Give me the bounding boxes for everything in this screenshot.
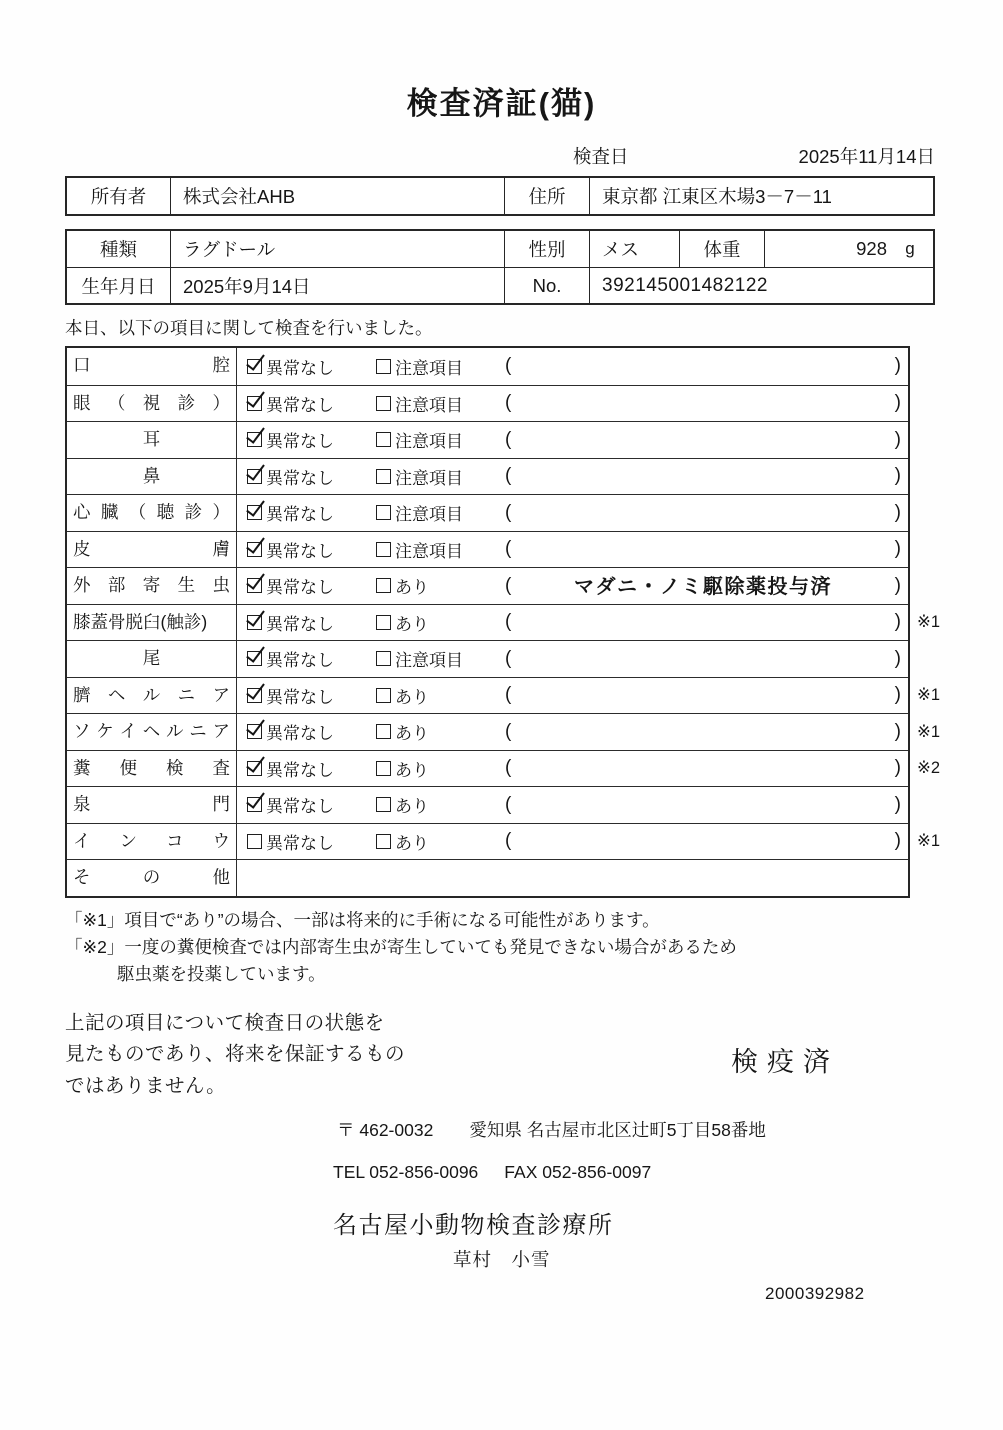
ok-checkbox — [247, 469, 262, 484]
checkbox-group-alt — [376, 829, 505, 854]
paren-open: ( — [505, 538, 512, 560]
alt-checkbox — [376, 542, 391, 557]
exam-row — [67, 750, 941, 787]
checkbox-group-alt — [376, 464, 505, 489]
ok-checkbox — [247, 797, 262, 812]
paren-close: ) — [894, 355, 901, 377]
exam-row — [67, 458, 908, 495]
paren-open: ( — [505, 830, 512, 852]
owner-table — [65, 176, 935, 216]
weight-label: 体重 — [679, 231, 764, 267]
paren-close: ) — [894, 392, 901, 414]
checkbox-group-alt — [376, 792, 505, 817]
page-title: 検査済証(猫) — [406, 86, 597, 121]
exam-item-label: 臍 ヘ ル ニ ア — [67, 678, 237, 714]
ok-checkbox — [247, 542, 262, 557]
no-label: No. — [504, 267, 589, 303]
ok-checkbox-label: 異常なし — [266, 651, 334, 671]
alt-checkbox-label: あり — [395, 614, 429, 634]
checkbox-group-ok — [247, 829, 376, 854]
checkbox-group-ok — [247, 500, 376, 525]
paren-open: ( — [505, 611, 512, 633]
paren-close: ) — [894, 428, 901, 450]
disclaimer-line-2: 見たものであり、将来を保証するもの — [65, 1043, 406, 1066]
checkbox-group-alt — [376, 354, 505, 379]
paren-open: ( — [505, 720, 512, 742]
paren-open: ( — [505, 574, 512, 596]
checkbox-group-ok — [247, 573, 376, 598]
clinic-tel: TEL 052-856-0096 — [333, 1161, 479, 1182]
exam-note — [511, 840, 894, 842]
paren-close: ) — [894, 720, 901, 742]
exam-row — [67, 677, 941, 714]
exam-mark: ※1 — [917, 613, 941, 632]
alt-checkbox-label: 注意項目 — [395, 651, 463, 671]
ok-checkbox-label: 異常なし — [266, 432, 334, 452]
ok-checkbox-label: 異常なし — [266, 687, 334, 707]
ok-checkbox — [247, 359, 262, 374]
exam-row-body — [237, 605, 908, 641]
exam-item-label: 膝蓋骨脱臼(触診) — [67, 605, 237, 641]
exam-row — [67, 385, 908, 422]
exam-row — [67, 531, 908, 568]
checkbox-group-ok — [247, 537, 376, 562]
ok-checkbox — [247, 834, 262, 849]
alt-checkbox — [376, 834, 391, 849]
breed-value: ラグドール — [170, 231, 504, 267]
ok-checkbox — [247, 578, 262, 593]
paren-close: ) — [894, 574, 901, 596]
exam-mark: ※1 — [917, 722, 941, 741]
alt-checkbox-label: あり — [395, 578, 429, 598]
no-value: 392145001482122 — [589, 267, 933, 303]
ok-checkbox-label: 異常なし — [266, 760, 334, 780]
exam-item-label: 鼻 — [67, 459, 237, 495]
checkbox-group-ok — [247, 646, 376, 671]
exam-row — [67, 348, 908, 385]
checkbox-group-alt — [376, 756, 505, 781]
postal-code: 〒 462-0032 — [337, 1119, 434, 1140]
exam-note — [511, 548, 894, 550]
clinic-address-line — [337, 1117, 935, 1142]
exam-row-body — [237, 348, 908, 385]
owner-label: 所有者 — [67, 178, 170, 214]
exam-mark: ※1 — [917, 686, 941, 705]
alt-checkbox-label: 注意項目 — [395, 358, 463, 378]
paren-close: ) — [894, 793, 901, 815]
checkbox-group-alt — [376, 610, 505, 635]
exam-note — [511, 365, 894, 367]
paren-open: ( — [505, 465, 512, 487]
exam-note: マダニ・ノミ駆除薬投与済 — [574, 576, 832, 599]
exam-table — [65, 346, 941, 898]
paren-open: ( — [505, 757, 512, 779]
exam-note — [511, 621, 894, 623]
exam-row-body — [237, 459, 908, 495]
ok-checkbox — [247, 761, 262, 776]
ok-checkbox-label: 異常なし — [266, 358, 334, 378]
exam-item-label: 耳 — [67, 422, 237, 458]
alt-checkbox-label: あり — [395, 687, 429, 707]
weight-value-cell — [764, 231, 933, 267]
exam-note — [511, 402, 894, 404]
inspection-date-label: 検査日 — [573, 146, 629, 167]
exam-item-label: 泉 門 — [67, 787, 237, 823]
exam-item-label: 尾 — [67, 641, 237, 677]
checkbox-group-alt — [376, 500, 505, 525]
exam-row — [67, 604, 941, 641]
exam-item-label: 心 臓 （ 聴 診 ） — [67, 495, 237, 531]
ok-checkbox-label: 異常なし — [266, 797, 334, 817]
exam-row-body — [237, 678, 908, 714]
exam-row-body — [237, 751, 908, 787]
checkbox-group-ok — [247, 391, 376, 416]
exam-item-label: 糞 便 検 査 — [67, 751, 237, 787]
checkbox-group-alt — [376, 427, 505, 452]
paren-open: ( — [505, 501, 512, 523]
ok-checkbox-label: 異常なし — [266, 578, 334, 598]
ok-checkbox — [247, 651, 262, 666]
certificate-content — [0, 143, 1003, 1304]
checkbox-group-ok — [247, 354, 376, 379]
breed-label: 種類 — [67, 231, 170, 267]
checkbox-group-alt — [376, 573, 505, 598]
exam-mark: ※1 — [917, 832, 941, 851]
alt-checkbox-label: あり — [395, 724, 429, 744]
checkbox-group-ok — [247, 427, 376, 452]
disclaimer — [65, 1008, 405, 1103]
exam-row-body — [237, 824, 908, 860]
alt-checkbox — [376, 505, 391, 520]
checkbox-group-ok — [247, 683, 376, 708]
footnote-1: 「※1」項目で“あり”の場合、一部は将来的に手術になる可能性があります。 — [65, 909, 660, 930]
paren-close: ) — [894, 611, 901, 633]
address-value: 東京都 江東区木場3－7－11 — [589, 178, 933, 214]
weight-unit: g — [905, 239, 915, 258]
paren-open: ( — [505, 392, 512, 414]
ok-checkbox-label: 異常なし — [266, 614, 334, 634]
inspection-date-row — [65, 143, 935, 169]
clinic-tel-line — [333, 1162, 935, 1183]
exam-row-body — [237, 860, 908, 896]
disclaimer-row — [65, 1008, 935, 1103]
birth-label: 生年月日 — [67, 267, 170, 303]
exam-row — [67, 421, 908, 458]
alt-checkbox — [376, 651, 391, 666]
exam-row-body — [237, 422, 908, 458]
paren-open: ( — [505, 684, 512, 706]
exam-note — [511, 694, 894, 696]
exam-note — [511, 512, 894, 514]
alt-checkbox-label: あり — [395, 760, 429, 780]
ok-checkbox — [247, 688, 262, 703]
alt-checkbox — [376, 688, 391, 703]
exam-mark: ※2 — [917, 759, 941, 778]
alt-checkbox — [376, 578, 391, 593]
checkbox-group-alt — [376, 391, 505, 416]
alt-checkbox — [376, 359, 391, 374]
alt-checkbox — [376, 432, 391, 447]
checkbox-group-ok — [247, 464, 376, 489]
exam-row — [67, 567, 908, 604]
exam-row — [67, 786, 908, 823]
exam-item-label: そ の 他 — [67, 860, 237, 896]
ok-checkbox — [247, 396, 262, 411]
exam-row — [67, 859, 908, 896]
exam-row — [67, 494, 908, 531]
paren-close: ) — [894, 684, 901, 706]
checkbox-group-ok — [247, 719, 376, 744]
ok-checkbox-label: 異常なし — [266, 505, 334, 525]
disclaimer-line-1: 上記の項目について検査日の状態を — [65, 1011, 385, 1034]
ok-checkbox-label: 異常なし — [266, 833, 334, 853]
ok-checkbox-label: 異常なし — [266, 395, 334, 415]
alt-checkbox — [376, 469, 391, 484]
alt-checkbox-label: あり — [395, 833, 429, 853]
alt-checkbox-label: 注意項目 — [395, 468, 463, 488]
owner-value: 株式会社AHB — [170, 178, 504, 214]
paren-close: ) — [894, 647, 901, 669]
paren-close: ) — [894, 501, 901, 523]
paren-open: ( — [505, 647, 512, 669]
ok-checkbox — [247, 505, 262, 520]
alt-checkbox-label: 注意項目 — [395, 541, 463, 561]
exam-row-body — [237, 787, 908, 823]
paren-open: ( — [505, 793, 512, 815]
alt-checkbox — [376, 797, 391, 812]
info-table — [65, 229, 935, 305]
alt-checkbox — [376, 724, 391, 739]
exam-table-wrap — [65, 346, 941, 898]
exam-note — [511, 804, 894, 806]
paren-open: ( — [505, 355, 512, 377]
quarantine-stamp: 検疫済 — [731, 1046, 839, 1077]
footnotes — [65, 907, 935, 988]
exam-note — [511, 767, 894, 769]
clinic-fax: FAX 052-856-0097 — [504, 1161, 652, 1182]
exam-note — [511, 475, 894, 477]
exam-row-body — [237, 568, 908, 604]
sex-value: メス — [589, 231, 679, 267]
disclaimer-line-3: ではありません。 — [65, 1075, 227, 1098]
exam-row-body — [237, 714, 908, 750]
alt-checkbox-label: 注意項目 — [395, 432, 463, 452]
exam-item-label: イ ン コ ウ — [67, 824, 237, 860]
ok-checkbox-label: 異常なし — [266, 724, 334, 744]
ok-checkbox-label: 異常なし — [266, 468, 334, 488]
inspection-date-value: 2025年11月14日 — [798, 146, 935, 167]
alt-checkbox-label: 注意項目 — [395, 395, 463, 415]
clinic-address: 愛知県 名古屋市北区辻町5丁目58番地 — [469, 1119, 766, 1140]
checkbox-group-alt — [376, 719, 505, 744]
ok-checkbox-label: 異常なし — [266, 541, 334, 561]
paren-close: ) — [894, 538, 901, 560]
paren-open: ( — [505, 428, 512, 450]
alt-checkbox — [376, 761, 391, 776]
exam-item-label: 口 腔 — [67, 348, 237, 385]
exam-note — [511, 658, 894, 660]
paren-close: ) — [894, 465, 901, 487]
alt-checkbox — [376, 615, 391, 630]
checkbox-group-ok — [247, 756, 376, 781]
footnote-2-continued: 駆虫薬を投薬しています。 — [117, 963, 326, 984]
vet-name: 草村 小雪 — [453, 1248, 551, 1270]
exam-item-label: 眼 （ 視 診 ） — [67, 386, 237, 422]
exam-row — [67, 823, 941, 860]
ok-checkbox — [247, 432, 262, 447]
birth-value: 2025年9月14日 — [170, 267, 504, 303]
weight-value: 928 — [856, 238, 887, 259]
exam-row-body — [237, 641, 908, 677]
exam-row — [67, 713, 941, 750]
exam-item-label: 皮 膚 — [67, 532, 237, 568]
checkbox-group-alt — [376, 646, 505, 671]
alt-checkbox-label: 注意項目 — [395, 505, 463, 525]
alt-checkbox-label: あり — [395, 797, 429, 817]
exam-note — [511, 439, 894, 441]
checkbox-group-ok — [247, 610, 376, 635]
exam-row-body — [237, 386, 908, 422]
exam-item-label: 外 部 寄 生 虫 — [67, 568, 237, 604]
exam-item-label: ソ ケ イ ヘ ル ニ ア — [67, 714, 237, 750]
exam-note — [511, 731, 894, 733]
exam-row-body — [237, 495, 908, 531]
certificate-number: 2000392982 — [765, 1283, 865, 1303]
ok-checkbox — [247, 724, 262, 739]
exam-row-body — [237, 532, 908, 568]
ok-checkbox — [247, 615, 262, 630]
checkbox-group-ok — [247, 792, 376, 817]
paren-close: ) — [894, 830, 901, 852]
clinic-name: 名古屋小動物検査診療所 — [333, 1211, 614, 1239]
address-label: 住所 — [504, 178, 589, 214]
sex-label: 性別 — [504, 231, 589, 267]
exam-row — [67, 640, 908, 677]
footnote-2: 「※2」一度の糞便検査では内部寄生虫が寄生していても発見できない場合があるため — [65, 936, 737, 957]
checkbox-group-alt — [376, 537, 505, 562]
checkbox-group-alt — [376, 683, 505, 708]
paren-close: ) — [894, 757, 901, 779]
intro-text: 本日、以下の項目に関して検査を行いました。 — [65, 318, 433, 338]
alt-checkbox — [376, 396, 391, 411]
